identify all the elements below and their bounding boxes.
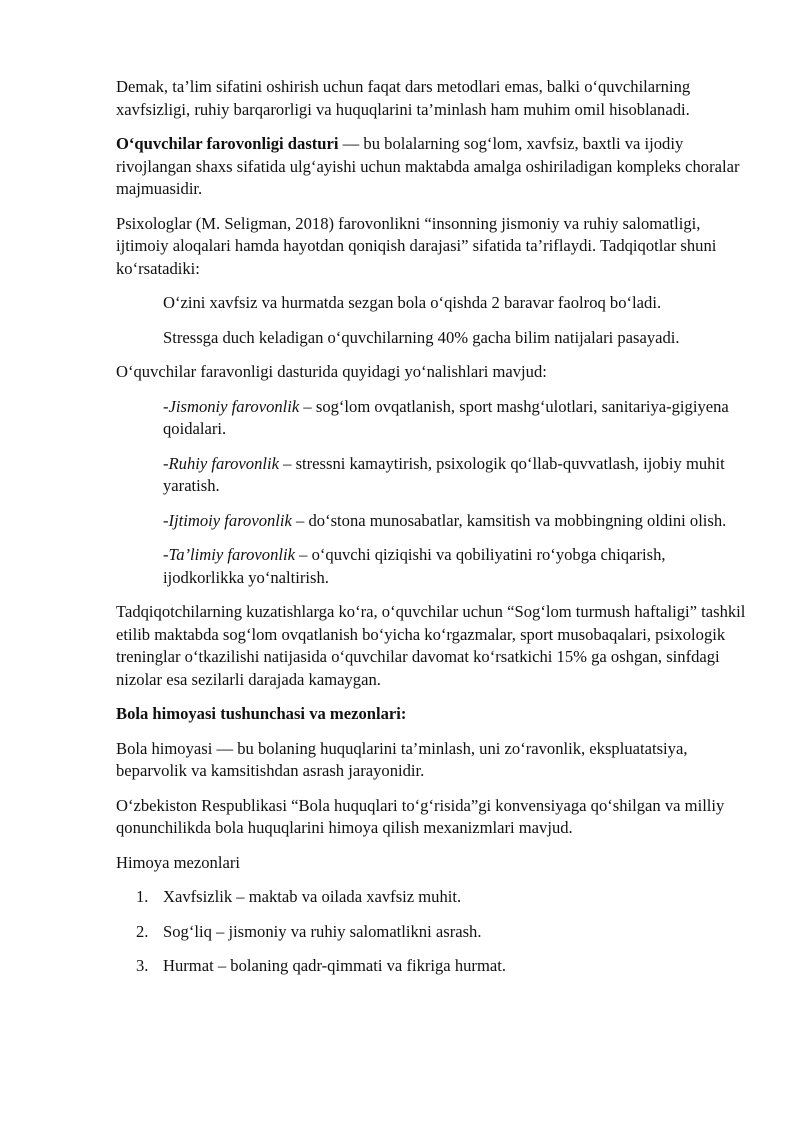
direction-item	[163, 396, 746, 441]
wellbeing-definition-text: — bu bolalarning sog‘lom, xavfsiz, baxtli va ijodiy rivojlangan shaxs sifatida ulg‘ayishi uchun maktabda amalga oshiriladigan kompleks choralar majmuasidir.	[116, 134, 740, 198]
protection-definition: Bola himoyasi — bu bolaning huquqlarini ta’minlash, uni zo‘ravonlik, ekspluatatsiya, beparvolik va kamsitishdan asrash jarayonidir.	[116, 738, 688, 780]
criteria-number: 1.	[136, 887, 149, 906]
criteria-list	[116, 886, 746, 978]
protection-heading-text: Bola himoyasi tushunchasi va mezonlari:	[116, 704, 407, 723]
wellbeing-term: O‘quvchilar farovonligi dasturi	[116, 134, 339, 153]
criteria-text: Hurmat – bolaning qadr-qimmati va fikriga hurmat.	[163, 956, 506, 975]
direction-item	[163, 510, 746, 533]
direction-term: Jismoniy farovonlik	[168, 396, 300, 416]
criteria-text: Sog‘liq – jismoniy va ruhiy salomatlikni asrash.	[163, 921, 482, 941]
direction-item	[163, 453, 746, 498]
protection-heading	[116, 703, 746, 726]
directions-intro: O‘quvchilar faravonligi dasturida quyidagi yo‘nalishlari mavjud:	[116, 362, 547, 381]
direction-prefix: -	[163, 545, 169, 564]
criteria-number: 3.	[136, 956, 149, 975]
direction-prefix: -	[163, 453, 169, 473]
research-paragraph: Tadqiqotchilarning kuzatishlarga ko‘ra, o‘quvchilar uchun “Sog‘lom turmush haftaligi” tashkil etilib maktabda sog‘lom ovqatlanish bo‘yicha ko‘rgazmalar, sport musobaqalari, psixologik treninglar o‘tkazilishi natijasida o‘quvchilar davomat ko‘rsatkichi 15% ga oshgan, sinfdagi nizolar esa sezilarli darajada kamaygan.	[116, 602, 746, 689]
legal-paragraph: O‘zbekiston Respublikasi “Bola huquqlari to‘g‘risida”gi konvensiyaga qo‘shilgan va milliy qonunchilikda bola huquqlarini himoya qilish mexanizmlari mavjud.	[116, 795, 725, 837]
finding-item: O‘zini xavfsiz va hurmatda sezgan bola o‘qishda 2 baravar faolroq bo‘ladi.	[163, 293, 662, 312]
intro-paragraph: Demak, ta’lim sifatini oshirish uchun faqat dars metodlari emas, balki o‘quvchilarning xavfsizligi, ruhiy barqarorligi va huquqlarini ta’minlash ham muhim omil hisoblanadi.	[116, 77, 691, 119]
direction-term: Ta’limiy farovonlik	[168, 545, 295, 564]
direction-text: – o‘quvchi qiziqishi va qobiliyatini ro‘yobga chiqarish, ijodkorlikka yo‘naltirish.	[163, 545, 666, 587]
psychologists-paragraph: Psixologlar (M. Seligman, 2018) farovonlikni “insonning jismoniy va ruhiy salomatligi, ijtimoiy aloqalari hamda hayotdan qoniqish darajasi” sifatida ta’riflaydi. Tadqiqotlar shuni ko‘rsatadiki:	[116, 213, 717, 278]
criteria-number: 2.	[136, 921, 149, 941]
criteria-text: Xavfsizlik – maktab va oilada xavfsiz muhit.	[163, 887, 462, 906]
direction-prefix: -	[163, 396, 169, 416]
direction-prefix: -	[163, 510, 169, 530]
direction-term: Ijtimoiy farovonlik	[168, 510, 292, 530]
criteria-heading: Himoya mezonlari	[116, 852, 240, 872]
direction-text: – do‘stona munosabatlar, kamsitish va mobbingning oldini olish.	[291, 510, 727, 530]
criteria-item	[116, 921, 746, 944]
finding-item: Stressga duch keladigan o‘quvchilarning 40% gacha bilim natijalari pasayadi.	[163, 327, 680, 347]
direction-term: Ruhiy farovonlik	[168, 453, 279, 473]
criteria-item	[116, 886, 746, 909]
criteria-item	[116, 955, 746, 978]
wellbeing-definition	[116, 133, 746, 201]
page-content	[116, 76, 746, 990]
direction-item	[163, 544, 746, 589]
direction-text: – stressni kamaytirish, psixologik qo‘llab-quvvatlash, ijobiy muhit yaratish.	[163, 453, 725, 495]
direction-text: – sog‘lom ovqatlanish, sport mashg‘ulotlari, sanitariya-gigiyena qoidalari.	[163, 396, 729, 438]
